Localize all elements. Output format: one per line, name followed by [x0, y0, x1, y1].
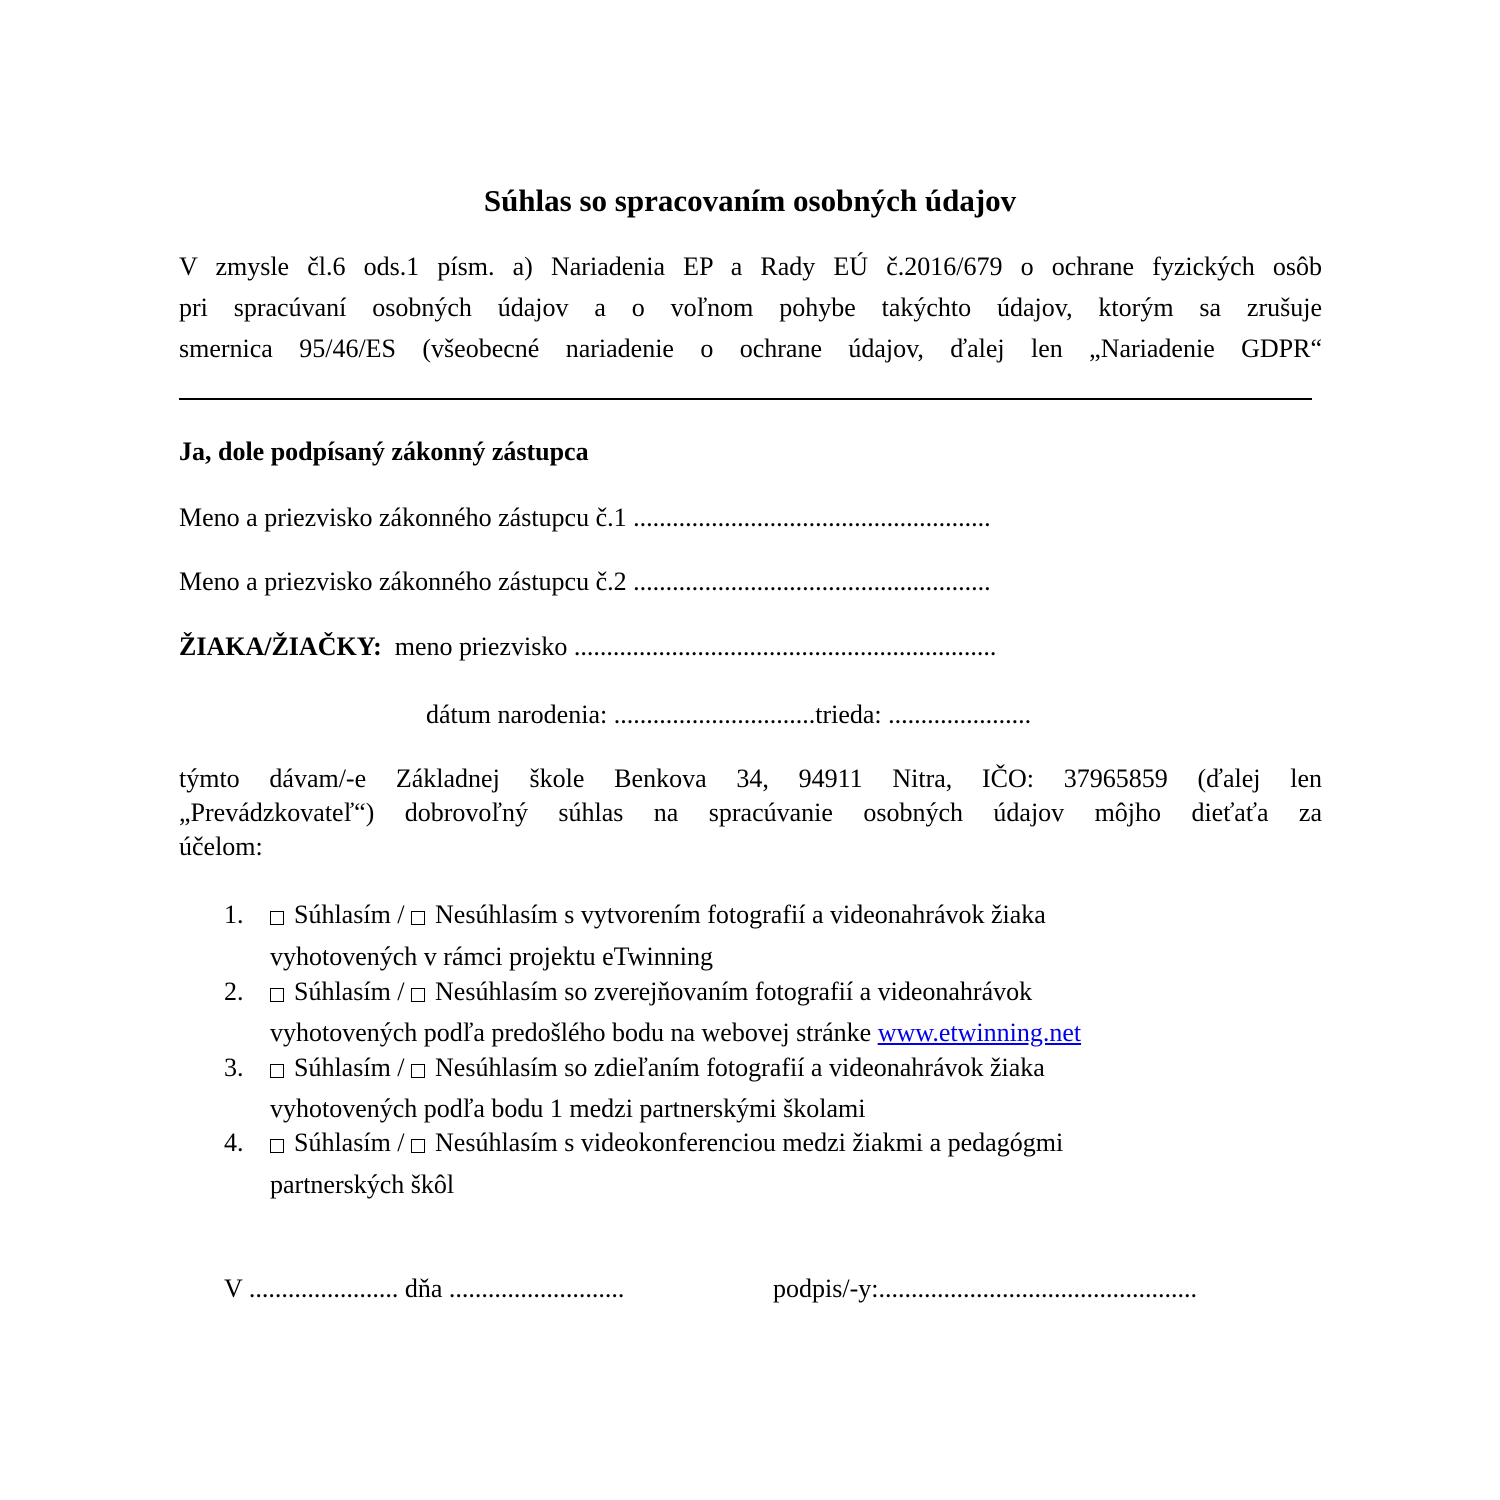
intro-line-2: pri spracúvaní osobných údajov a o voľnom pohybe takýchto údajov, ktorým sa zrušuje — [179, 293, 1322, 322]
consent-line-1: týmto dávam/-e Základnej škole Benkova 34, 94911 Nitra, IČO: 37965859 (ďalej len — [179, 764, 1322, 793]
birthdate-label: dátum narodenia: — [426, 700, 608, 729]
consent-item-3-cont: vyhotovených podľa bodu 1 medzi partnerskými školami — [270, 1094, 866, 1123]
student-field[interactable] — [179, 632, 996, 662]
disagree-checkbox[interactable] — [411, 1139, 425, 1153]
guardian1-field[interactable] — [179, 503, 991, 533]
agree-label: Súhlasím / — [294, 977, 405, 1006]
date-blank[interactable]: ........................... — [448, 1274, 625, 1303]
item-number: 3. — [224, 1053, 244, 1082]
agree-label: Súhlasím / — [294, 1053, 405, 1082]
guardian2-field[interactable] — [179, 567, 991, 597]
agree-checkbox[interactable] — [270, 988, 284, 1002]
item-text: vyhotovených podľa predošlého bodu na webovej stránke — [270, 1018, 878, 1047]
student-blank[interactable]: ................................................................. — [573, 632, 997, 661]
item-number: 4. — [224, 1128, 244, 1157]
class-label: trieda: — [815, 700, 882, 729]
intro-line-1: V zmysle čl.6 ods.1 písm. a) Nariadenia EP a Rady EÚ č.2016/679 o ochrane fyzických osôb — [179, 252, 1322, 281]
student-label: meno priezvisko — [394, 632, 568, 661]
consent-line-2: „Prevádzkovateľ“) dobrovoľný súhlas na spracúvanie osobných údajov môjho dieťaťa za — [179, 798, 1322, 827]
etwinning-link[interactable]: www.etwinning.net — [877, 1018, 1082, 1047]
consent-line-3: účelom: — [179, 832, 263, 861]
consent-item-2 — [224, 977, 1032, 1007]
consent-item-3 — [224, 1053, 1045, 1083]
class-blank[interactable]: ...................... — [888, 700, 1032, 729]
consent-item-2-cont — [270, 1018, 1081, 1048]
document-title: Súhlas so spracovaním osobných údajov — [483, 183, 1017, 218]
birthdate-blank[interactable]: ............................... — [613, 700, 816, 729]
item-text: Nesúhlasím so zverejňovaním fotografií a videonahrávok — [435, 977, 1033, 1006]
agree-checkbox[interactable] — [270, 1139, 284, 1153]
signature-label: podpis/-y: — [773, 1274, 879, 1303]
item-number: 2. — [224, 977, 244, 1006]
disagree-checkbox[interactable] — [411, 1064, 425, 1078]
birthdate-class-field[interactable] — [426, 700, 1031, 730]
student-heading: ŽIAKA/ŽIAČKY: — [179, 632, 382, 661]
agree-label: Súhlasím / — [294, 900, 405, 929]
declarant-heading: Ja, dole podpísaný zákonný zástupca — [179, 437, 589, 466]
disagree-checkbox[interactable] — [411, 988, 425, 1002]
agree-label: Súhlasím / — [294, 1128, 405, 1157]
divider — [179, 398, 1312, 400]
item-text: Nesúhlasím s videokonferenciou medzi žiakmi a pedagógmi — [435, 1128, 1064, 1157]
signature-field[interactable] — [773, 1274, 1197, 1304]
consent-item-4 — [224, 1128, 1063, 1158]
place-date-field[interactable] — [224, 1274, 624, 1304]
guardian1-label: Meno a priezvisko zákonného zástupcu č.1 — [179, 503, 627, 532]
guardian2-blank[interactable]: ....................................................... — [633, 567, 991, 596]
consent-item-1 — [224, 900, 1046, 930]
guardian1-blank[interactable]: ....................................................... — [633, 503, 991, 532]
disagree-checkbox[interactable] — [411, 911, 425, 925]
consent-item-1-cont: vyhotovených v rámci projektu eTwinning — [270, 942, 713, 971]
agree-checkbox[interactable] — [270, 1064, 284, 1078]
item-text: Nesúhlasím s vytvorením fotografií a videonahrávok žiaka — [435, 900, 1046, 929]
date-label: dňa — [404, 1274, 443, 1303]
intro-line-3: smernica 95/46/ES (všeobecné nariadenie o ochrane údajov, ďalej len „Nariadenie GDPR“ — [179, 334, 1322, 363]
place-label: V — [224, 1274, 243, 1303]
item-text: Nesúhlasím so zdieľaním fotografií a videonahrávok žiaka — [435, 1053, 1045, 1082]
signature-blank[interactable]: ................................................. — [878, 1274, 1197, 1303]
item-number: 1. — [224, 900, 244, 929]
consent-item-4-cont: partnerských škôl — [270, 1170, 455, 1199]
agree-checkbox[interactable] — [270, 911, 284, 925]
place-blank[interactable]: ....................... — [248, 1274, 399, 1303]
guardian2-label: Meno a priezvisko zákonného zástupcu č.2 — [179, 567, 627, 596]
